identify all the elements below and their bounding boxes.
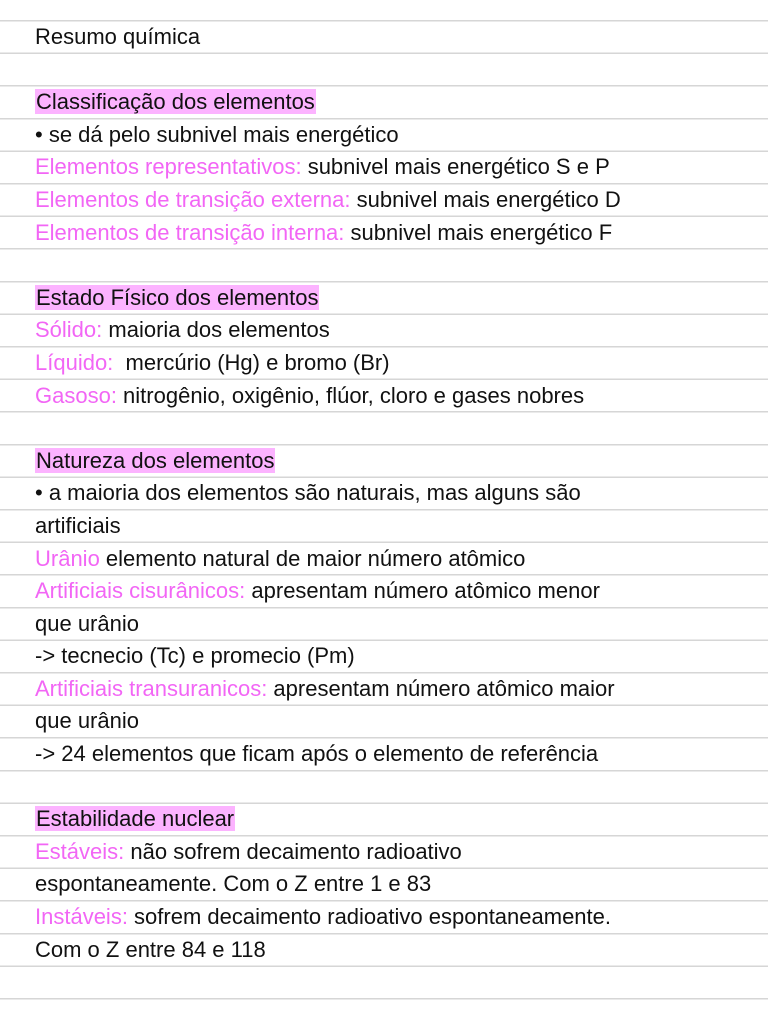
term-line [35,543,740,576]
term-label: Elementos representativos: [35,154,302,180]
term-label: Gasoso: [35,382,117,408]
blank-line [35,54,740,87]
term-line [35,575,740,608]
term-text: sofrem decaimento radioativo espontaneamente. [127,904,612,930]
term-label: Artificiais cisurânicos: [35,578,246,604]
term-line [35,673,740,706]
term-line [35,217,740,250]
term-text: mercúrio (Hg) e bromo (Br) [113,349,390,375]
term-line [35,380,740,413]
term-continuation: Com o Z entre 84 e 118 [35,936,266,962]
term-text: nitrogênio, oxigênio, flúor, cloro e gases nobres [116,382,585,408]
term-line [35,901,740,934]
term-label: Líquido: [35,349,114,375]
term-line [35,347,740,380]
blank-line [35,412,740,445]
term-label: Elementos de transição interna: [35,219,345,245]
term-continuation: que urânio [35,708,139,734]
heading-highlight: Classificação dos elementos [36,89,315,115]
note-title: Resumo química [35,24,201,49]
term-text: apresentam número atômico menor [245,578,600,604]
arrow-line: -> 24 elementos que ficam após o elemento de referência [35,741,599,767]
blank-line [35,771,740,804]
bullet-line: • a maioria dos elementos são naturais, mas alguns são [35,480,581,506]
heading-highlight: Estado Físico dos elementos [36,284,319,310]
heading-highlight: Estabilidade nuclear [36,806,235,832]
term-label: Estáveis: [35,838,125,864]
term-continuation: que urânio [35,610,139,636]
arrow-line: -> tecnecio (Tc) e promecio (Pm) [35,643,355,669]
term-line [35,836,740,869]
section-heading-estado-fisico [35,282,740,315]
term-text: maioria dos elementos [102,317,330,343]
term-label: Urânio [35,545,100,571]
note-body[interactable] [0,21,768,966]
term-label: Sólido: [35,317,103,343]
section-heading-estabilidade [35,803,740,836]
term-line [35,151,740,184]
term-line [35,314,740,347]
term-line [35,184,740,217]
bullet-line-continuation: artificiais [35,512,121,538]
term-text: elemento natural de maior número atômico [99,545,526,571]
term-text: subnivel mais energético D [350,186,621,212]
term-text: não sofrem decaimento radioativo [124,838,462,864]
term-label: Artificiais transuranicos: [35,675,268,701]
blank-line [35,249,740,282]
section-heading-classificacao [35,86,740,119]
bullet-line: • se dá pelo subnivel mais energético [35,121,399,147]
term-text: subnivel mais energético S e P [301,154,610,180]
term-continuation: espontaneamente. Com o Z entre 1 e 83 [35,871,432,897]
term-label: Elementos de transição externa: [35,186,351,212]
heading-highlight: Natureza dos elementos [36,447,275,473]
term-text: apresentam número atômico maior [267,675,615,701]
term-label: Instáveis: [35,904,128,930]
term-text: subnivel mais energético F [344,219,613,245]
section-heading-natureza [35,445,740,478]
